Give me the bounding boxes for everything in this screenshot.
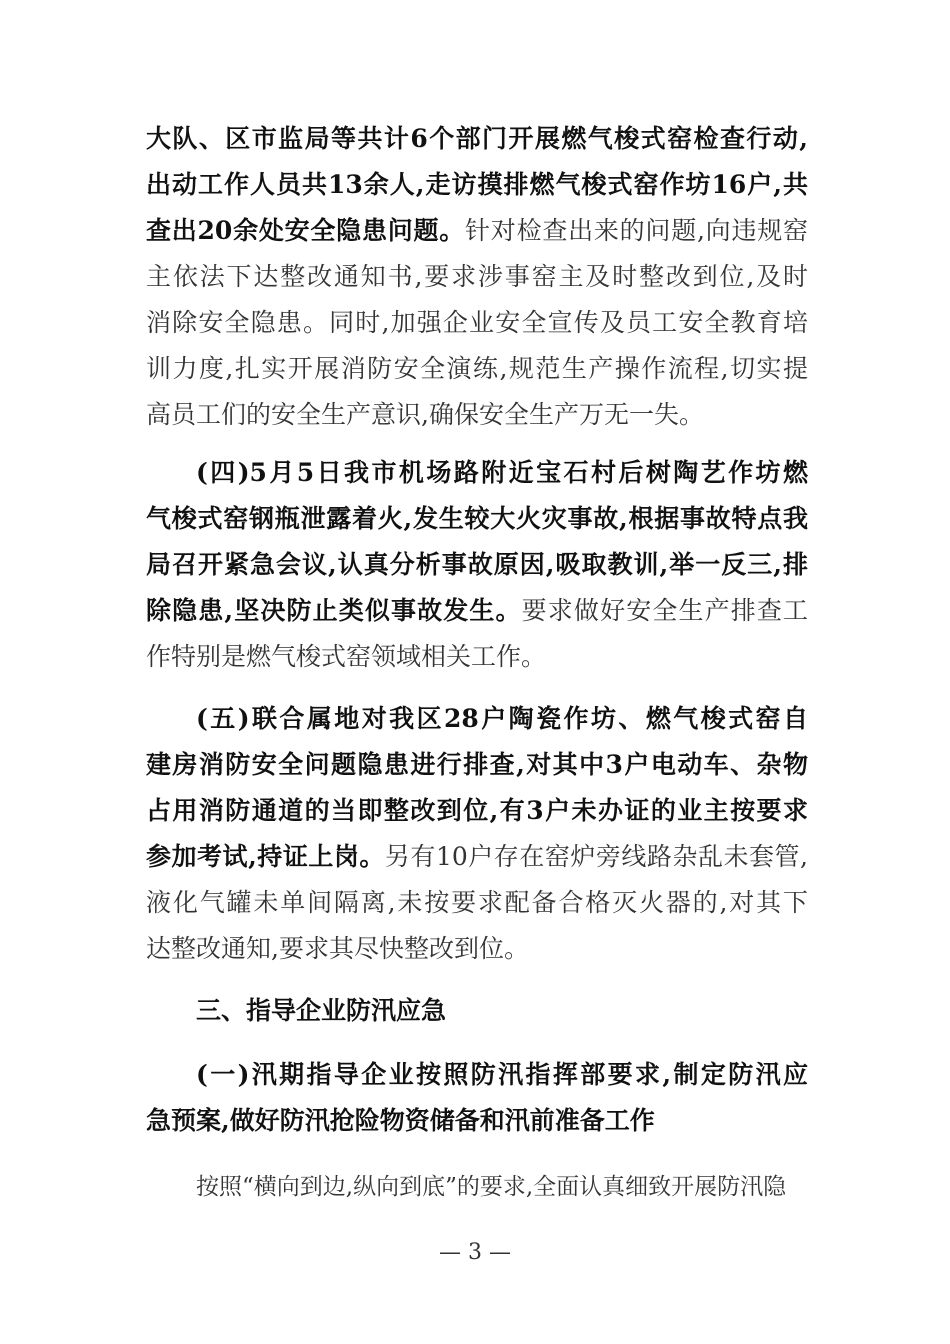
p3-line-4-bold: 参加考试,持证上岗。 xyxy=(146,842,385,871)
p1-line-2: 出动工作人员共13余人,走访摸排燃气梭式窑作坊16户,共 xyxy=(146,170,808,199)
p4-line-2: 急预案,做好防汛抢险物资储备和汛前准备工作 xyxy=(146,1106,655,1135)
p3-line-1: (五)联合属地对我区28户陶瓷作坊、燃气梭式窑自 xyxy=(196,704,808,733)
section-heading: 三、指导企业防汛应急 xyxy=(196,996,447,1025)
p1-line-3-regular: 针对检查出来的问题,向违规窑 xyxy=(465,216,808,245)
p2-line-4-regular: 要求做好安全生产排查工 xyxy=(521,596,808,625)
p3-line-3: 占用消防通道的当即整改到位,有3户未办证的业主按要求 xyxy=(146,796,808,825)
p2-line-4-bold: 除隐患,坚决防止类似事故发生。 xyxy=(146,596,522,625)
p3-line-5: 液化气罐未单间隔离,未按要求配备合格灭火器的,对其下 xyxy=(146,888,808,917)
p1-line-1: 大队、区市监局等共计6个部门开展燃气梭式窑检查行动, xyxy=(146,124,808,153)
p1-line-3 xyxy=(146,208,808,254)
p1-line-7: 高员工们的安全生产意识,确保安全生产万无一失。 xyxy=(146,400,704,429)
p1-line-5: 消除安全隐患。同时,加强企业安全宣传及员工安全教育培 xyxy=(146,308,808,337)
p2-line-4 xyxy=(146,588,808,634)
p4-line-1: (一)汛期指导企业按照防汛指挥部要求,制定防汛应 xyxy=(196,1060,808,1089)
p3-line-6: 达整改通知,要求其尽快整改到位。 xyxy=(146,934,529,963)
p3-line-4-regular: 另有10户存在窑炉旁线路杂乱未套管, xyxy=(384,842,808,871)
p2-line-2: 气梭式窑钢瓶泄露着火,发生较大火灾事故,根据事故特点我 xyxy=(146,504,808,533)
page-number: — 3 — xyxy=(439,1240,511,1265)
p2-line-3: 局召开紧急会议,认真分析事故原因,吸取教训,举一反三,排 xyxy=(146,550,808,579)
p1-line-6: 训力度,扎实开展消防安全演练,规范生产操作流程,切实提 xyxy=(146,354,808,383)
p1-line-3-bold: 查出20余处安全隐患问题。 xyxy=(146,216,466,245)
p1-line-4: 主依法下达整改通知书,要求涉事窑主及时整改到位,及时 xyxy=(146,262,808,291)
p2-line-1: (四)5月5日我市机场路附近宝石村后树陶艺作坊燃 xyxy=(196,458,808,487)
p5-line-1: 按照“横向到边,纵向到底”的要求,全面认真细致开展防汛隐 xyxy=(196,1174,787,1200)
p3-line-2: 建房消防安全问题隐患进行排查,对其中3户电动车、杂物 xyxy=(146,750,808,779)
p2-line-5: 作特别是燃气梭式窑领域相关工作。 xyxy=(146,642,547,671)
p3-line-4 xyxy=(146,834,808,880)
